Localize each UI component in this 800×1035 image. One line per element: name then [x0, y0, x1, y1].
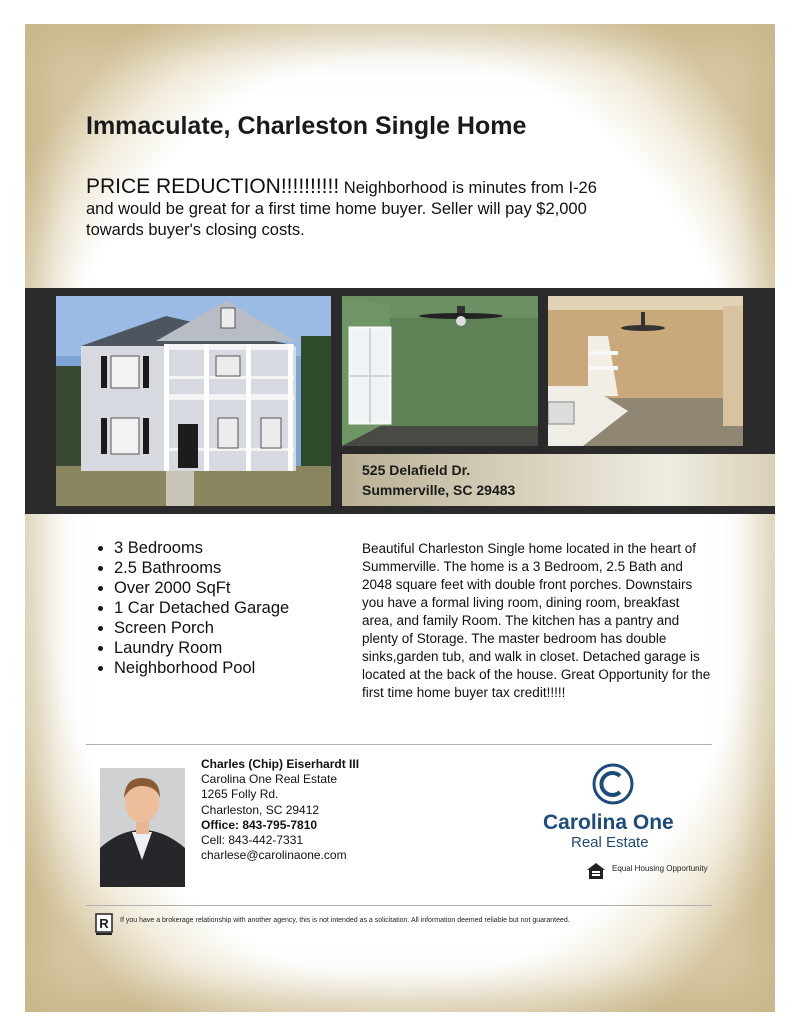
agent-street: 1265 Folly Rd. [201, 787, 279, 802]
feature-item: • 1 Car Detached Garage [114, 598, 289, 618]
agent-name: Charles (Chip) Eiserhardt III [201, 757, 360, 771]
listing-title: Immaculate, Charleston Single Home [86, 112, 527, 140]
feature-item: • 2.5 Bathrooms [114, 558, 289, 578]
agent-office-phone: Office: 843-795-7810 [201, 817, 318, 832]
agent-cell-phone: Cell: 843-442-7331 [201, 833, 304, 848]
interior-room-photo [342, 296, 538, 446]
agent-email: charlese@carolinaone.com [201, 848, 347, 863]
disclaimer-text: If you have a brokerage relationship with another agency, this is not intended as a solicitation. All information deemed reliable but not guaranteed. [120, 917, 570, 924]
brand-name: Carolina One [543, 811, 674, 834]
address-city: Summerville, SC 29483 [362, 482, 516, 498]
agent-photo [100, 768, 185, 887]
agent-info [201, 757, 359, 863]
brand-subtitle: Real Estate [571, 834, 649, 851]
listing-description: Beautiful Charleston Single home located in the heart of Summerville. The home is a 3 Bedroom, 2.5 Bath and 2048 square feet with double front porches. Downstairs you have a formal living room, dining room, breakfast area, and family Room. The kitchen has a pantry and plenty of Storage. The master bedroom has double sinks,garden tub, and walk in closet. Detached garage is located at the back of the house. Great Opportunity for the first time home buyer tax credit!!!!! [362, 541, 711, 700]
divider [86, 905, 712, 906]
intro-paragraph [86, 176, 606, 241]
equal-housing-icon [586, 862, 606, 880]
feature-item: • Screen Porch [114, 618, 289, 638]
feature-item: • Neighborhood Pool [114, 658, 289, 678]
address-street: 525 Delafield Dr. [362, 462, 471, 478]
feature-item: • Laundry Room [114, 638, 289, 658]
equal-housing-text: Equal Housing Opportunity [612, 864, 708, 873]
divider [86, 744, 712, 745]
carolina-one-logo-icon [591, 762, 635, 806]
realtor-icon [95, 913, 113, 937]
svg-text:R: R [99, 916, 109, 931]
price-reduction-text: PRICE REDUCTION!!!!!!!!!! [86, 175, 340, 198]
intro-text: Neighborhood is minutes from I-26 and would be great for a first time home buyer. Seller will pay $2,000 towards buyer's closing costs. [86, 179, 597, 239]
feature-item: • 3 Bedrooms [114, 538, 289, 558]
agent-city: Charleston, SC 29412 [201, 802, 320, 817]
feature-list [96, 538, 289, 678]
agent-company: Carolina One Real Estate [201, 772, 338, 787]
feature-item: • Over 2000 SqFt [114, 578, 289, 598]
interior-living-photo [548, 296, 743, 446]
house-exterior-photo [56, 296, 331, 506]
